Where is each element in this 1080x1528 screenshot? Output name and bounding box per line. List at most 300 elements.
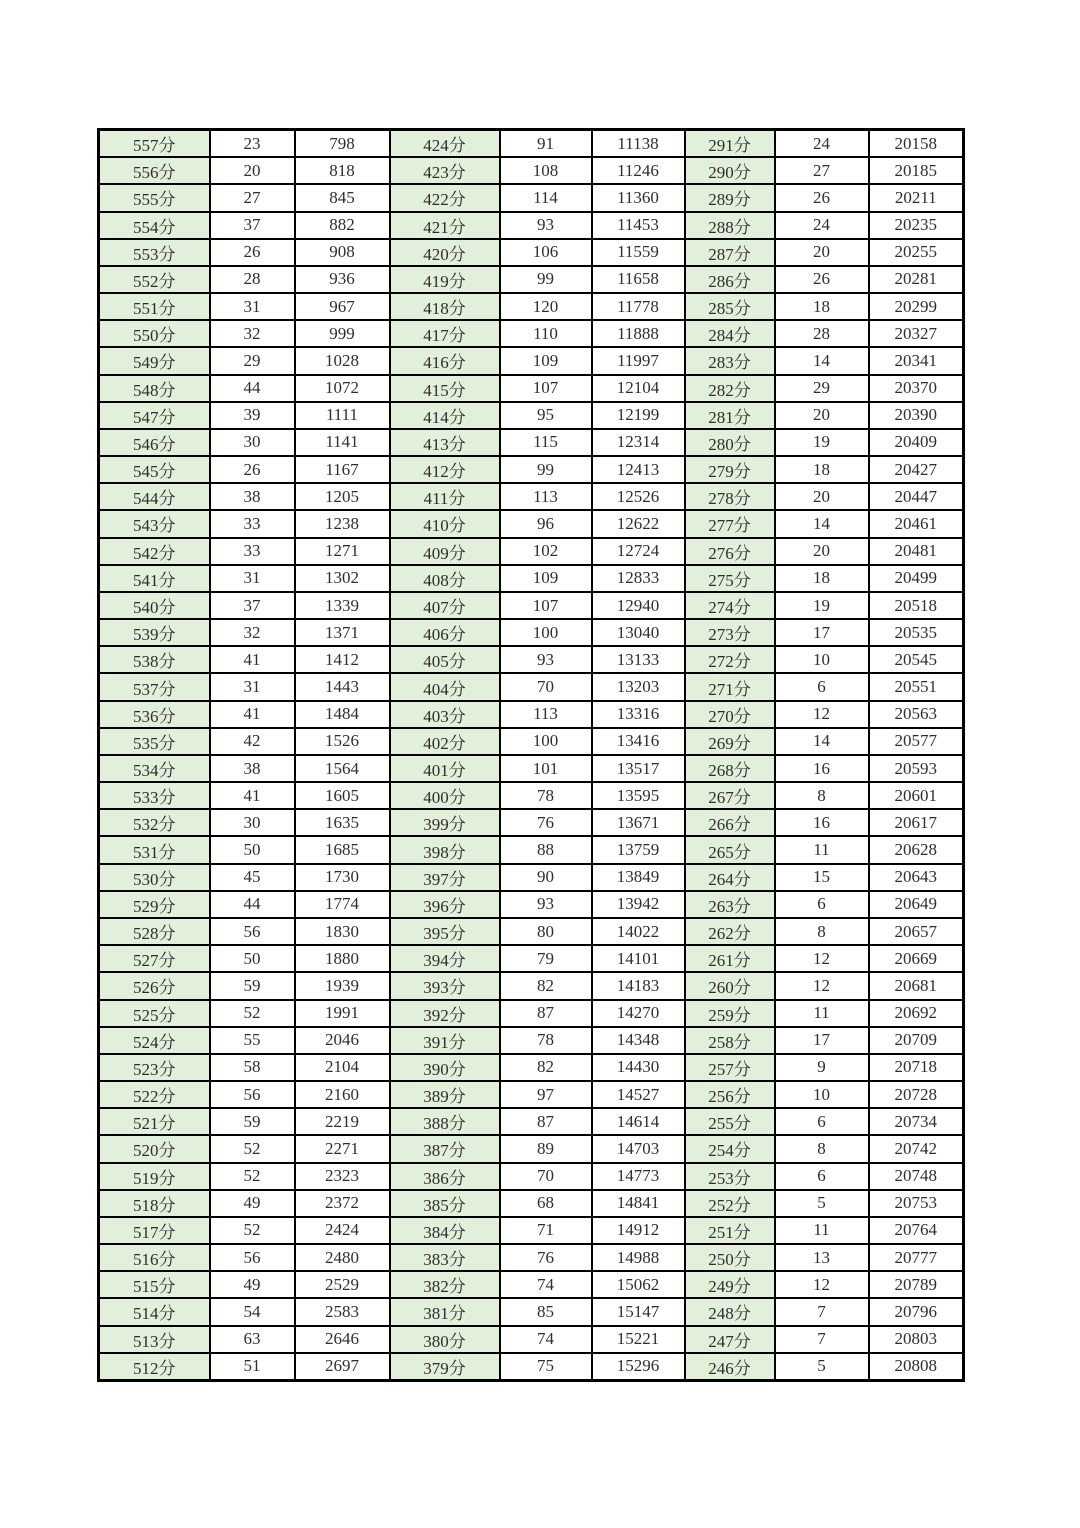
table-row <box>99 1054 964 1081</box>
score-cell: 422分 <box>390 184 500 211</box>
table-body <box>99 130 964 1381</box>
score-cell: 513分 <box>99 1326 210 1353</box>
count-cell: 91 <box>500 130 592 158</box>
table-row <box>99 565 964 592</box>
count-cell: 52 <box>210 1163 295 1190</box>
cumulative-cell: 1412 <box>295 646 390 673</box>
table-row <box>99 1326 964 1353</box>
count-cell: 17 <box>775 1027 869 1054</box>
score-cell: 270分 <box>685 701 775 728</box>
count-cell: 20 <box>775 402 869 429</box>
cumulative-cell: 12314 <box>592 429 685 456</box>
score-cell: 537分 <box>99 673 210 700</box>
score-cell: 271分 <box>685 673 775 700</box>
score-cell: 547分 <box>99 402 210 429</box>
count-cell: 50 <box>210 836 295 863</box>
count-cell: 93 <box>500 891 592 918</box>
table-row <box>99 836 964 863</box>
cumulative-cell: 20649 <box>869 891 964 918</box>
score-cell: 405分 <box>390 646 500 673</box>
count-cell: 7 <box>775 1326 869 1353</box>
score-cell: 418分 <box>390 293 500 320</box>
score-cell: 286分 <box>685 266 775 293</box>
score-cell: 541分 <box>99 565 210 592</box>
score-cell: 277分 <box>685 510 775 537</box>
cumulative-cell: 1991 <box>295 1000 390 1027</box>
score-cell: 528分 <box>99 918 210 945</box>
score-cell: 274分 <box>685 592 775 619</box>
cumulative-cell: 14614 <box>592 1108 685 1135</box>
cumulative-cell: 20211 <box>869 184 964 211</box>
cumulative-cell: 13517 <box>592 755 685 782</box>
score-cell: 253分 <box>685 1163 775 1190</box>
count-cell: 16 <box>775 809 869 836</box>
count-cell: 38 <box>210 755 295 782</box>
score-cell: 282分 <box>685 375 775 402</box>
count-cell: 37 <box>210 212 295 239</box>
cumulative-cell: 13133 <box>592 646 685 673</box>
cumulative-cell: 20617 <box>869 809 964 836</box>
count-cell: 71 <box>500 1217 592 1244</box>
cumulative-cell: 2646 <box>295 1326 390 1353</box>
cumulative-cell: 20796 <box>869 1298 964 1325</box>
cumulative-cell: 20777 <box>869 1244 964 1271</box>
count-cell: 18 <box>775 565 869 592</box>
score-cell: 524分 <box>99 1027 210 1054</box>
count-cell: 79 <box>500 945 592 972</box>
count-cell: 74 <box>500 1326 592 1353</box>
score-cell: 554分 <box>99 212 210 239</box>
count-cell: 70 <box>500 1163 592 1190</box>
cumulative-cell: 20481 <box>869 538 964 565</box>
score-cell: 555分 <box>99 184 210 211</box>
cumulative-cell: 1111 <box>295 402 390 429</box>
cumulative-cell: 2160 <box>295 1081 390 1108</box>
cumulative-cell: 20158 <box>869 130 964 158</box>
count-cell: 29 <box>210 347 295 374</box>
count-cell: 45 <box>210 864 295 891</box>
score-cell: 406分 <box>390 619 500 646</box>
cumulative-cell: 1141 <box>295 429 390 456</box>
cumulative-cell: 12724 <box>592 538 685 565</box>
score-cell: 401分 <box>390 755 500 782</box>
score-cell: 387分 <box>390 1135 500 1162</box>
cumulative-cell: 20728 <box>869 1081 964 1108</box>
table-row <box>99 1081 964 1108</box>
table-row <box>99 809 964 836</box>
count-cell: 44 <box>210 891 295 918</box>
count-cell: 99 <box>500 456 592 483</box>
count-cell: 18 <box>775 293 869 320</box>
score-cell: 408分 <box>390 565 500 592</box>
count-cell: 28 <box>210 266 295 293</box>
table-row <box>99 1353 964 1381</box>
count-cell: 16 <box>775 755 869 782</box>
score-cell: 557分 <box>99 130 210 158</box>
cumulative-cell: 1880 <box>295 945 390 972</box>
score-cell: 417分 <box>390 320 500 347</box>
count-cell: 90 <box>500 864 592 891</box>
cumulative-cell: 1443 <box>295 673 390 700</box>
cumulative-cell: 12833 <box>592 565 685 592</box>
score-cell: 402分 <box>390 728 500 755</box>
score-cell: 522分 <box>99 1081 210 1108</box>
score-cell: 249分 <box>685 1271 775 1298</box>
cumulative-cell: 20681 <box>869 972 964 999</box>
count-cell: 24 <box>775 212 869 239</box>
score-cell: 263分 <box>685 891 775 918</box>
table-row <box>99 646 964 673</box>
cumulative-cell: 20255 <box>869 239 964 266</box>
cumulative-cell: 13040 <box>592 619 685 646</box>
table-row <box>99 701 964 728</box>
cumulative-cell: 20669 <box>869 945 964 972</box>
score-cell: 539分 <box>99 619 210 646</box>
table-row <box>99 1190 964 1217</box>
score-cell: 268分 <box>685 755 775 782</box>
count-cell: 37 <box>210 592 295 619</box>
count-cell: 12 <box>775 945 869 972</box>
score-cell: 248分 <box>685 1298 775 1325</box>
cumulative-cell: 12104 <box>592 375 685 402</box>
cumulative-cell: 2271 <box>295 1135 390 1162</box>
count-cell: 93 <box>500 646 592 673</box>
score-cell: 423分 <box>390 157 500 184</box>
score-cell: 388分 <box>390 1108 500 1135</box>
count-cell: 59 <box>210 972 295 999</box>
count-cell: 108 <box>500 157 592 184</box>
cumulative-cell: 20764 <box>869 1217 964 1244</box>
score-cell: 556分 <box>99 157 210 184</box>
score-cell: 287分 <box>685 239 775 266</box>
score-cell: 416分 <box>390 347 500 374</box>
count-cell: 49 <box>210 1190 295 1217</box>
count-cell: 24 <box>775 130 869 158</box>
table-row <box>99 130 964 158</box>
count-cell: 95 <box>500 402 592 429</box>
count-cell: 6 <box>775 673 869 700</box>
cumulative-cell: 14270 <box>592 1000 685 1027</box>
cumulative-cell: 14527 <box>592 1081 685 1108</box>
cumulative-cell: 1238 <box>295 510 390 537</box>
cumulative-cell: 15062 <box>592 1271 685 1298</box>
cumulative-cell: 20235 <box>869 212 964 239</box>
cumulative-cell: 845 <box>295 184 390 211</box>
count-cell: 114 <box>500 184 592 211</box>
count-cell: 52 <box>210 1135 295 1162</box>
score-cell: 412分 <box>390 456 500 483</box>
count-cell: 14 <box>775 728 869 755</box>
cumulative-cell: 20709 <box>869 1027 964 1054</box>
count-cell: 74 <box>500 1271 592 1298</box>
cumulative-cell: 20692 <box>869 1000 964 1027</box>
count-cell: 18 <box>775 456 869 483</box>
count-cell: 30 <box>210 809 295 836</box>
score-cell: 544分 <box>99 483 210 510</box>
count-cell: 113 <box>500 483 592 510</box>
cumulative-cell: 11997 <box>592 347 685 374</box>
score-cell: 385分 <box>390 1190 500 1217</box>
count-cell: 32 <box>210 619 295 646</box>
score-cell: 526分 <box>99 972 210 999</box>
score-cell: 251分 <box>685 1217 775 1244</box>
score-cell: 254分 <box>685 1135 775 1162</box>
score-cell: 525分 <box>99 1000 210 1027</box>
cumulative-cell: 1271 <box>295 538 390 565</box>
score-cell: 514分 <box>99 1298 210 1325</box>
cumulative-cell: 11360 <box>592 184 685 211</box>
cumulative-cell: 15147 <box>592 1298 685 1325</box>
cumulative-cell: 13671 <box>592 809 685 836</box>
count-cell: 56 <box>210 918 295 945</box>
count-cell: 106 <box>500 239 592 266</box>
cumulative-cell: 20551 <box>869 673 964 700</box>
score-cell: 538分 <box>99 646 210 673</box>
cumulative-cell: 11658 <box>592 266 685 293</box>
cumulative-cell: 1302 <box>295 565 390 592</box>
cumulative-cell: 14430 <box>592 1054 685 1081</box>
cumulative-cell: 13942 <box>592 891 685 918</box>
score-cell: 269分 <box>685 728 775 755</box>
score-cell: 288分 <box>685 212 775 239</box>
count-cell: 52 <box>210 1000 295 1027</box>
cumulative-cell: 20601 <box>869 782 964 809</box>
count-cell: 89 <box>500 1135 592 1162</box>
table-row <box>99 157 964 184</box>
table-row <box>99 347 964 374</box>
cumulative-cell: 11888 <box>592 320 685 347</box>
count-cell: 97 <box>500 1081 592 1108</box>
score-cell: 255分 <box>685 1108 775 1135</box>
score-cell: 407分 <box>390 592 500 619</box>
score-cell: 256分 <box>685 1081 775 1108</box>
count-cell: 100 <box>500 728 592 755</box>
cumulative-cell: 1205 <box>295 483 390 510</box>
count-cell: 93 <box>500 212 592 239</box>
score-cell: 553分 <box>99 239 210 266</box>
count-cell: 96 <box>500 510 592 537</box>
cumulative-cell: 14101 <box>592 945 685 972</box>
score-cell: 397分 <box>390 864 500 891</box>
score-cell: 390分 <box>390 1054 500 1081</box>
score-cell: 250分 <box>685 1244 775 1271</box>
count-cell: 20 <box>775 239 869 266</box>
score-cell: 410分 <box>390 510 500 537</box>
count-cell: 13 <box>775 1244 869 1271</box>
score-cell: 551分 <box>99 293 210 320</box>
score-cell: 549分 <box>99 347 210 374</box>
count-cell: 78 <box>500 782 592 809</box>
count-cell: 115 <box>500 429 592 456</box>
count-cell: 11 <box>775 1000 869 1027</box>
cumulative-cell: 1028 <box>295 347 390 374</box>
count-cell: 6 <box>775 891 869 918</box>
count-cell: 76 <box>500 809 592 836</box>
cumulative-cell: 20518 <box>869 592 964 619</box>
table-row <box>99 918 964 945</box>
table-row <box>99 673 964 700</box>
score-cell: 523分 <box>99 1054 210 1081</box>
count-cell: 5 <box>775 1190 869 1217</box>
score-cell: 550分 <box>99 320 210 347</box>
cumulative-cell: 1484 <box>295 701 390 728</box>
cumulative-cell: 1939 <box>295 972 390 999</box>
score-cell: 382分 <box>390 1271 500 1298</box>
count-cell: 19 <box>775 592 869 619</box>
score-cell: 399分 <box>390 809 500 836</box>
count-cell: 99 <box>500 266 592 293</box>
cumulative-cell: 936 <box>295 266 390 293</box>
cumulative-cell: 2697 <box>295 1353 390 1381</box>
count-cell: 26 <box>775 184 869 211</box>
score-cell: 261分 <box>685 945 775 972</box>
cumulative-cell: 12199 <box>592 402 685 429</box>
cumulative-cell: 2480 <box>295 1244 390 1271</box>
cumulative-cell: 20742 <box>869 1135 964 1162</box>
score-cell: 543分 <box>99 510 210 537</box>
count-cell: 38 <box>210 483 295 510</box>
cumulative-cell: 20370 <box>869 375 964 402</box>
count-cell: 14 <box>775 347 869 374</box>
score-cell: 266分 <box>685 809 775 836</box>
cumulative-cell: 818 <box>295 157 390 184</box>
score-cell: 398分 <box>390 836 500 863</box>
count-cell: 56 <box>210 1244 295 1271</box>
cumulative-cell: 15221 <box>592 1326 685 1353</box>
count-cell: 87 <box>500 1000 592 1027</box>
count-cell: 50 <box>210 945 295 972</box>
count-cell: 107 <box>500 592 592 619</box>
table-row <box>99 972 964 999</box>
cumulative-cell: 20545 <box>869 646 964 673</box>
score-cell: 381分 <box>390 1298 500 1325</box>
count-cell: 68 <box>500 1190 592 1217</box>
table-row <box>99 402 964 429</box>
count-cell: 31 <box>210 673 295 700</box>
count-cell: 56 <box>210 1081 295 1108</box>
cumulative-cell: 2529 <box>295 1271 390 1298</box>
count-cell: 17 <box>775 619 869 646</box>
cumulative-cell: 14773 <box>592 1163 685 1190</box>
score-cell: 546分 <box>99 429 210 456</box>
table-row <box>99 755 964 782</box>
cumulative-cell: 20427 <box>869 456 964 483</box>
score-cell: 272分 <box>685 646 775 673</box>
count-cell: 41 <box>210 782 295 809</box>
cumulative-cell: 2323 <box>295 1163 390 1190</box>
score-cell: 421分 <box>390 212 500 239</box>
count-cell: 44 <box>210 375 295 402</box>
count-cell: 11 <box>775 1217 869 1244</box>
count-cell: 20 <box>775 538 869 565</box>
score-cell: 413分 <box>390 429 500 456</box>
count-cell: 85 <box>500 1298 592 1325</box>
cumulative-cell: 20327 <box>869 320 964 347</box>
score-cell: 530分 <box>99 864 210 891</box>
count-cell: 12 <box>775 701 869 728</box>
score-cell: 533分 <box>99 782 210 809</box>
table-row <box>99 1108 964 1135</box>
score-cell: 419分 <box>390 266 500 293</box>
count-cell: 26 <box>210 239 295 266</box>
cumulative-cell: 967 <box>295 293 390 320</box>
cumulative-cell: 20281 <box>869 266 964 293</box>
count-cell: 58 <box>210 1054 295 1081</box>
cumulative-cell: 20643 <box>869 864 964 891</box>
score-cell: 542分 <box>99 538 210 565</box>
score-cell: 260分 <box>685 972 775 999</box>
count-cell: 41 <box>210 701 295 728</box>
count-cell: 26 <box>775 266 869 293</box>
count-cell: 23 <box>210 130 295 158</box>
count-cell: 41 <box>210 646 295 673</box>
count-cell: 109 <box>500 347 592 374</box>
cumulative-cell: 20185 <box>869 157 964 184</box>
count-cell: 110 <box>500 320 592 347</box>
count-cell: 30 <box>210 429 295 456</box>
count-cell: 6 <box>775 1163 869 1190</box>
score-cell: 420分 <box>390 239 500 266</box>
cumulative-cell: 13416 <box>592 728 685 755</box>
table-row <box>99 266 964 293</box>
table-row <box>99 483 964 510</box>
count-cell: 87 <box>500 1108 592 1135</box>
score-cell: 424分 <box>390 130 500 158</box>
cumulative-cell: 20299 <box>869 293 964 320</box>
table-row <box>99 184 964 211</box>
table-row <box>99 1244 964 1271</box>
score-cell: 548分 <box>99 375 210 402</box>
cumulative-cell: 999 <box>295 320 390 347</box>
count-cell: 12 <box>775 972 869 999</box>
score-cell: 527分 <box>99 945 210 972</box>
score-cell: 380分 <box>390 1326 500 1353</box>
count-cell: 70 <box>500 673 592 700</box>
score-cell: 393分 <box>390 972 500 999</box>
score-cell: 391分 <box>390 1027 500 1054</box>
count-cell: 39 <box>210 402 295 429</box>
score-cell: 521分 <box>99 1108 210 1135</box>
cumulative-cell: 11778 <box>592 293 685 320</box>
score-cell: 515分 <box>99 1271 210 1298</box>
cumulative-cell: 1730 <box>295 864 390 891</box>
table-row <box>99 782 964 809</box>
score-cell: 246分 <box>685 1353 775 1381</box>
count-cell: 11 <box>775 836 869 863</box>
cumulative-cell: 13203 <box>592 673 685 700</box>
count-cell: 8 <box>775 782 869 809</box>
count-cell: 88 <box>500 836 592 863</box>
count-cell: 33 <box>210 538 295 565</box>
count-cell: 49 <box>210 1271 295 1298</box>
count-cell: 5 <box>775 1353 869 1381</box>
table-row <box>99 1027 964 1054</box>
score-cell: 259分 <box>685 1000 775 1027</box>
cumulative-cell: 1167 <box>295 456 390 483</box>
count-cell: 8 <box>775 918 869 945</box>
score-cell: 517分 <box>99 1217 210 1244</box>
cumulative-cell: 20461 <box>869 510 964 537</box>
cumulative-cell: 20499 <box>869 565 964 592</box>
count-cell: 32 <box>210 320 295 347</box>
table-row <box>99 456 964 483</box>
score-cell: 534分 <box>99 755 210 782</box>
count-cell: 120 <box>500 293 592 320</box>
cumulative-cell: 20535 <box>869 619 964 646</box>
cumulative-cell: 11138 <box>592 130 685 158</box>
cumulative-cell: 15296 <box>592 1353 685 1381</box>
cumulative-cell: 20341 <box>869 347 964 374</box>
